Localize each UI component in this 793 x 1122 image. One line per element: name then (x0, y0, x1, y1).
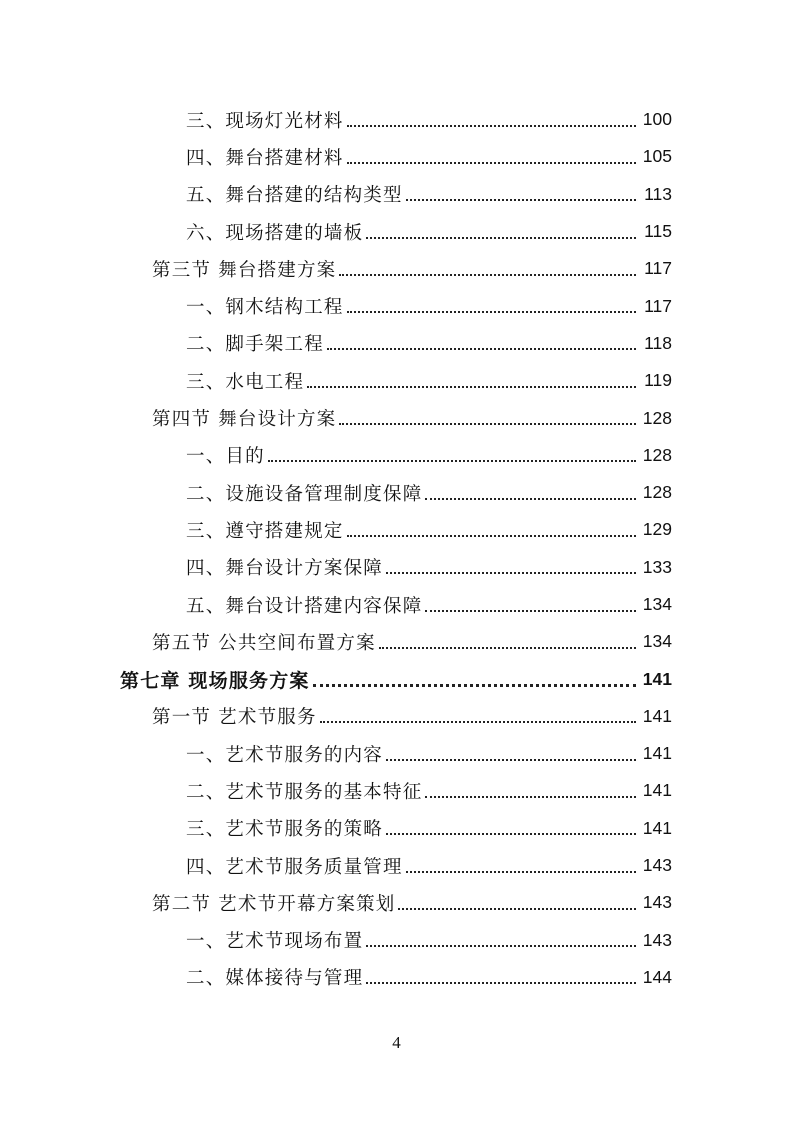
toc-page: 143 (642, 892, 672, 913)
toc-page: 133 (642, 556, 672, 577)
toc-title: 四、舞台设计方案保障 (186, 558, 384, 580)
toc-title: 第一节 艺术节服务 (152, 707, 317, 729)
toc-page: 144 (642, 966, 672, 987)
toc-entry[interactable] (0, 884, 793, 921)
dot-leader (339, 423, 636, 425)
toc-title: 三、现场灯光材料 (186, 110, 344, 132)
toc-page: 143 (642, 855, 672, 876)
toc-page: 134 (642, 631, 672, 652)
toc-title: 第五节 公共空间布置方案 (152, 632, 376, 654)
toc-title: 二、艺术节服务的基本特征 (186, 781, 423, 803)
toc-page: 128 (642, 407, 672, 428)
toc-page: 118 (644, 332, 672, 353)
toc-title: 五、舞台搭建的结构类型 (186, 185, 403, 207)
toc-entry[interactable] (0, 399, 793, 436)
toc-entry[interactable] (0, 623, 793, 660)
toc-entry[interactable] (0, 213, 793, 250)
toc-title: 第三节 舞台搭建方案 (152, 259, 337, 281)
toc-title: 二、脚手架工程 (186, 334, 324, 356)
toc-title: 一、钢木结构工程 (186, 297, 344, 319)
toc-title: 第四节 舞台设计方案 (152, 409, 337, 431)
dot-leader (366, 982, 636, 984)
dot-leader (347, 162, 636, 164)
dot-leader (366, 945, 636, 947)
toc-page: 129 (642, 519, 672, 540)
toc-entry[interactable] (0, 698, 793, 735)
dot-leader (386, 759, 636, 761)
toc-page: 117 (644, 258, 672, 279)
toc-entry[interactable] (0, 810, 793, 847)
dot-leader (339, 274, 636, 276)
toc-page: 141 (642, 817, 672, 838)
dot-leader (425, 610, 636, 612)
toc-entry[interactable] (0, 362, 793, 399)
toc-page: 113 (644, 183, 672, 204)
toc-page: 141 (642, 780, 672, 801)
toc-page: 119 (644, 370, 672, 391)
toc-entry[interactable] (0, 772, 793, 809)
dot-leader (379, 647, 636, 649)
toc-page: 134 (642, 594, 672, 614)
toc-title: 第七章 现场服务方案 (120, 669, 310, 692)
dot-leader (425, 796, 636, 798)
toc-title: 五、舞台设计搭建内容保障 (186, 595, 423, 617)
dot-leader (347, 125, 636, 127)
dot-leader (327, 348, 636, 350)
toc-page: 141 (642, 705, 672, 726)
toc-page: 115 (644, 221, 672, 242)
dot-leader (398, 908, 636, 910)
dot-leader (406, 871, 636, 873)
toc-title: 一、目的 (186, 446, 265, 468)
dot-leader (406, 199, 636, 201)
toc-entry[interactable] (0, 735, 793, 772)
toc-title: 三、水电工程 (186, 371, 305, 393)
dot-leader (320, 721, 636, 723)
toc-title: 三、艺术节服务的策略 (186, 819, 384, 841)
dot-leader (386, 572, 636, 574)
toc-page: 143 (642, 929, 672, 950)
toc-title: 三、遵守搭建规定 (186, 520, 344, 542)
toc-entry[interactable] (0, 922, 793, 959)
dot-leader (268, 460, 636, 462)
toc-page: 141 (642, 743, 672, 764)
toc-entry[interactable] (0, 101, 793, 138)
toc-title: 四、舞台搭建材料 (186, 147, 344, 169)
toc-entry[interactable] (0, 847, 793, 884)
toc-page: 141 (642, 668, 672, 689)
dot-leader (347, 311, 636, 313)
dot-leader (307, 386, 636, 388)
toc-title: 第二节 艺术节开幕方案策划 (152, 893, 396, 915)
toc-entry[interactable] (0, 586, 793, 623)
toc-title: 一、艺术节服务的内容 (186, 744, 384, 766)
toc-title: 二、媒体接待与管理 (186, 968, 364, 990)
table-of-contents (0, 101, 793, 996)
toc-entry[interactable] (0, 959, 793, 996)
toc-entry-chapter[interactable] (0, 660, 793, 697)
toc-entry[interactable] (0, 325, 793, 362)
toc-entry[interactable] (0, 437, 793, 474)
toc-title: 六、现场搭建的墙板 (186, 222, 364, 244)
toc-entry[interactable] (0, 474, 793, 511)
toc-entry[interactable] (0, 549, 793, 586)
toc-title: 四、艺术节服务质量管理 (186, 856, 403, 878)
dot-leader (386, 833, 636, 835)
toc-entry[interactable] (0, 176, 793, 213)
toc-entry[interactable] (0, 511, 793, 548)
toc-page: 128 (642, 444, 672, 465)
dot-leader (425, 498, 636, 500)
dot-leader (347, 535, 636, 537)
toc-entry[interactable] (0, 287, 793, 324)
toc-page: 105 (642, 146, 672, 167)
dot-leader (366, 237, 636, 239)
toc-entry[interactable] (0, 250, 793, 287)
page-number: 4 (392, 1033, 401, 1052)
toc-page: 128 (642, 482, 672, 503)
toc-title: 二、设施设备管理制度保障 (186, 483, 423, 505)
toc-title: 一、艺术节现场布置 (186, 931, 364, 953)
toc-page: 100 (642, 109, 672, 130)
toc-entry[interactable] (0, 138, 793, 175)
dot-leader (313, 684, 636, 687)
toc-page: 117 (644, 295, 672, 316)
